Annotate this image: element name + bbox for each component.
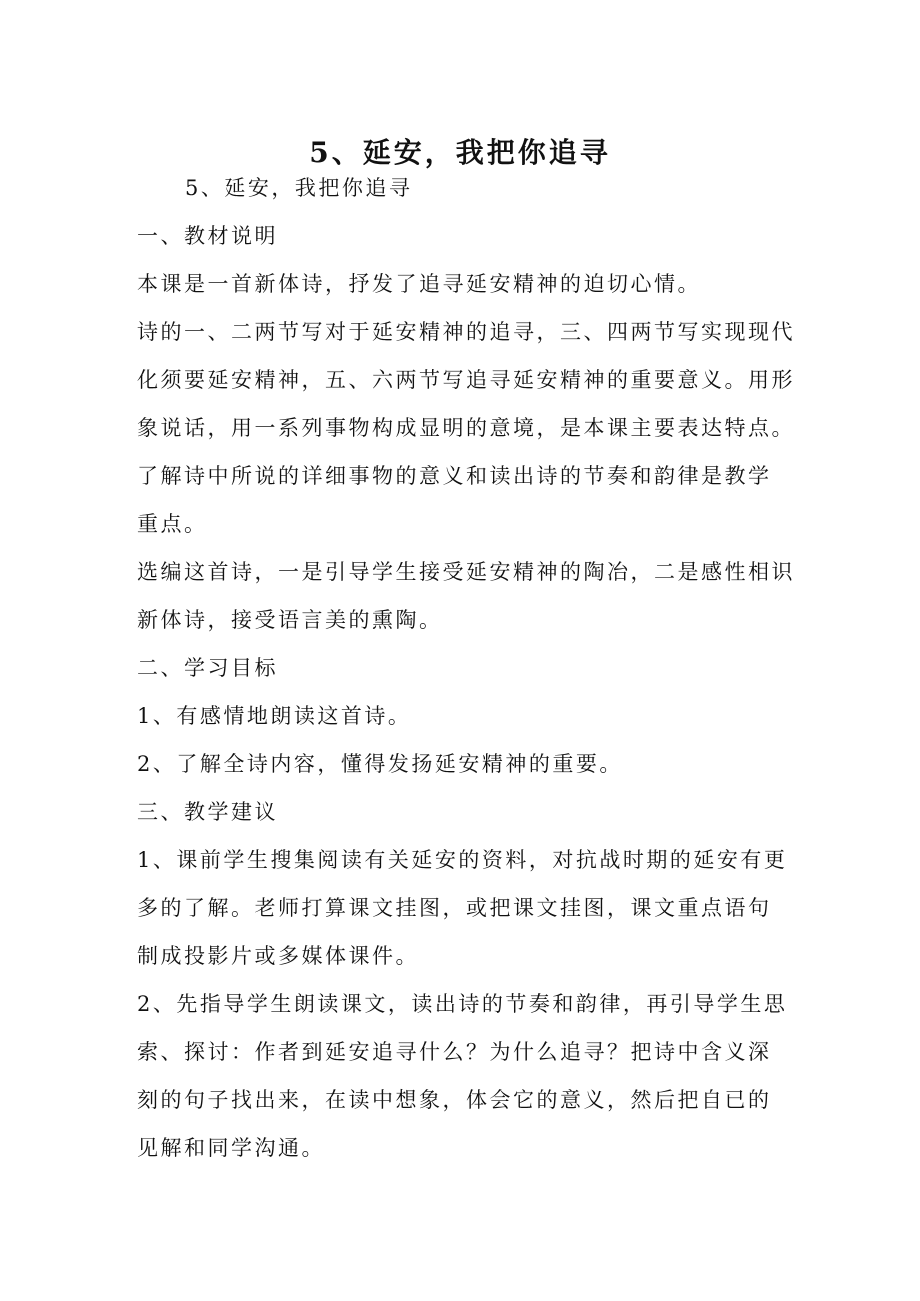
document-body (137, 164, 795, 1172)
section-heading-suggestions: 三、教学建议 (137, 800, 278, 824)
body-line: 象说话，用一系列事物构成显明的意境，是本课主要表达特点。 (137, 416, 795, 440)
suggestion-line: 1、课前学生搜集阅读有关延安的资料，对抗战时期的延安有更 (137, 848, 788, 872)
body-line: 新体诗，接受语言美的熏陶。 (137, 608, 443, 632)
body-line: 了解诗中所说的详细事物的意义和读出诗的节奏和韵律是教学 (137, 464, 772, 488)
suggestion-line: 刻的句子找出来，在读中想象，体会它的意义，然后把自已的 (137, 1088, 772, 1112)
suggestion-line: 制成投影片或多媒体课件。 (137, 944, 419, 968)
body-line: 诗的一、二两节写对于延安精神的追寻，三、四两节写实现现代 (137, 320, 795, 344)
suggestion-line: 见解和同学沟通。 (137, 1136, 325, 1160)
document-title: 5、延安，我把你追寻 (309, 135, 611, 169)
document-subtitle: 5、延安，我把你追寻 (185, 176, 413, 200)
suggestion-line: 多的了解。老师打算课文挂图，或把课文挂图，课文重点语句 (137, 896, 772, 920)
section-heading-goals: 二、学习目标 (137, 656, 278, 680)
body-line: 本课是一首新体诗，抒发了追寻延安精神的迫切心情。 (137, 272, 701, 296)
body-line: 化须要延安精神，五、六两节写追寻延安精神的重要意义。用形 (137, 368, 795, 392)
goal-item: 2、了解全诗内容，懂得发扬延安精神的重要。 (137, 752, 623, 776)
suggestion-line: 索、探讨：作者到延安追寻什么？为什么追寻？把诗中含义深 (137, 1040, 772, 1064)
goal-item: 1、有感情地朗读这首诗。 (137, 704, 412, 728)
section-heading-materials: 一、教材说明 (137, 224, 278, 248)
body-line: 重点。 (137, 512, 208, 536)
body-line: 选编这首诗，一是引导学生接受延安精神的陶冶，二是感性相识 (137, 560, 795, 584)
suggestion-line: 2、先指导学生朗读课文，读出诗的节奏和韵律，再引导学生思 (137, 992, 788, 1016)
